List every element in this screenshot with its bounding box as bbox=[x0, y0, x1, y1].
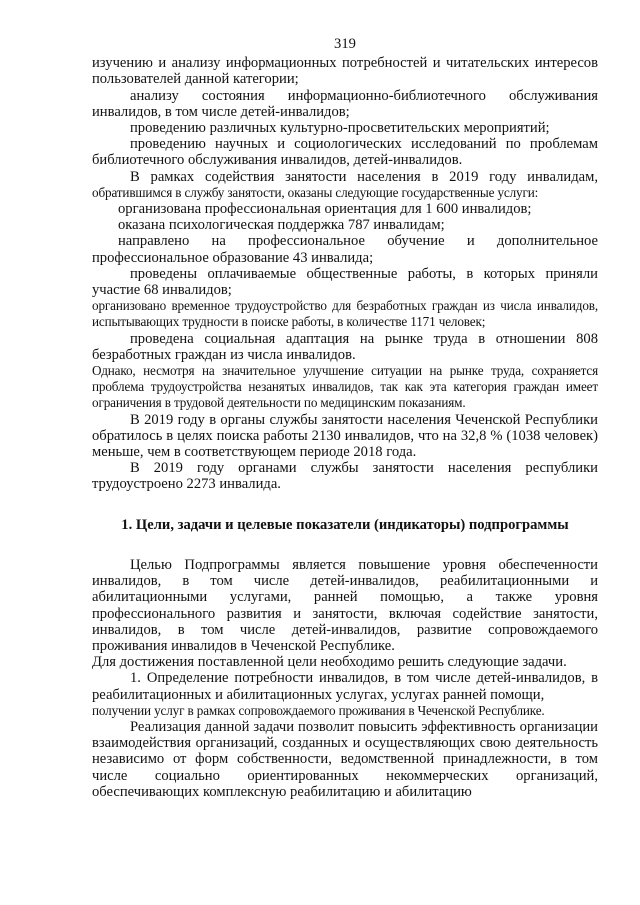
document-page bbox=[92, 36, 598, 800]
paragraph: организовано временное трудоустройство для безработных граждан из числа инвалидов, испытывающих трудности в поиске работы, в количестве 1171 человек; bbox=[92, 298, 598, 330]
paragraph: Для достижения поставленной цели необходимо решить следующие задачи. bbox=[92, 654, 567, 671]
paragraph: В 2019 году в органы службы занятости населения Чеченской Республики обратилось в целях поиска работы 2130 инвалидов, что на 32,8 % (1038 человек) меньше, чем в соответствующем периоде 2018 года. bbox=[92, 411, 598, 461]
paragraph: проведению различных культурно-просветительских мероприятий; bbox=[130, 120, 550, 137]
page-number: 319 bbox=[334, 36, 356, 52]
paragraph: организована профессиональная ориентация для 1 600 инвалидов; bbox=[118, 201, 532, 218]
paragraph: Целью Подпрограммы является повышение уровня обеспеченности инвалидов, в том числе детей-инвалидов, реабилитационными и абилитационными услугами, ранней помощью, а также уровня профессионального развития и занятости, включая содействие занятости, инвалидов, в том числе детей-инвалидов, развитие сопровождаемого проживания инвалидов в Чеченской Республике. bbox=[92, 556, 598, 654]
paragraph: 1. Определение потребности инвалидов, в том числе детей-инвалидов, в реабилитационных и абилитационных услугах, услугах ранней помощи, bbox=[92, 670, 598, 703]
paragraph: В 2019 году органами службы занятости населения республики трудоустроено 2273 инвалида. bbox=[92, 460, 598, 493]
paragraph: получении услуг в рамках сопровождаемого проживания в Чеченской Республике. bbox=[92, 702, 545, 718]
paragraph: проведена социальная адаптация на рынке труда в отношении 808 безработных граждан из числа инвалидов. bbox=[92, 330, 598, 363]
paragraph: направлено на профессиональное обучение и дополнительное профессиональное образование 43 инвалида; bbox=[92, 233, 598, 266]
paragraph: обратившимся в службу занятости, оказаны следующие государственные услуги: bbox=[92, 184, 539, 200]
paragraph: В рамках содействия занятости населения в 2019 году инвалидам, bbox=[130, 168, 598, 185]
paragraph: Реализация данной задачи позволит повысить эффективность организации взаимодействия организаций, созданных и осуществляющих свою деятельность независимо от форм собственности, ведомственной принадлежности, в том числе социально ориентированных некоммерческих организаций, обеспечивающих комплексную реабилитацию и абилитацию bbox=[92, 718, 598, 800]
paragraph: оказана психологическая поддержка 787 инвалидам; bbox=[118, 217, 445, 234]
paragraph: проведению научных и социологических исследований по проблемам библиотечного обслуживания инвалидов, детей-инвалидов. bbox=[92, 136, 598, 169]
section-heading: 1. Цели, задачи и целевые показатели (индикаторы) подпрограммы bbox=[121, 516, 569, 533]
paragraph: проведены оплачиваемые общественные работы, в которых приняли участие 68 инвалидов; bbox=[92, 265, 598, 299]
paragraph: Однако, несмотря на значительное улучшение ситуации на рынке труда, сохраняется проблема трудоустройства незанятых инвалидов, так как эта категория граждан имеет ограничения в трудовой деятельности по медицинским показаниям. bbox=[92, 363, 598, 411]
paragraph: изучению и анализу информационных потребностей и читательских интересов пользователей данной категории; bbox=[92, 55, 598, 88]
paragraph: анализу состояния информационно-библиотечного обслуживания инвалидов, в том числе детей-инвалидов; bbox=[92, 87, 598, 120]
